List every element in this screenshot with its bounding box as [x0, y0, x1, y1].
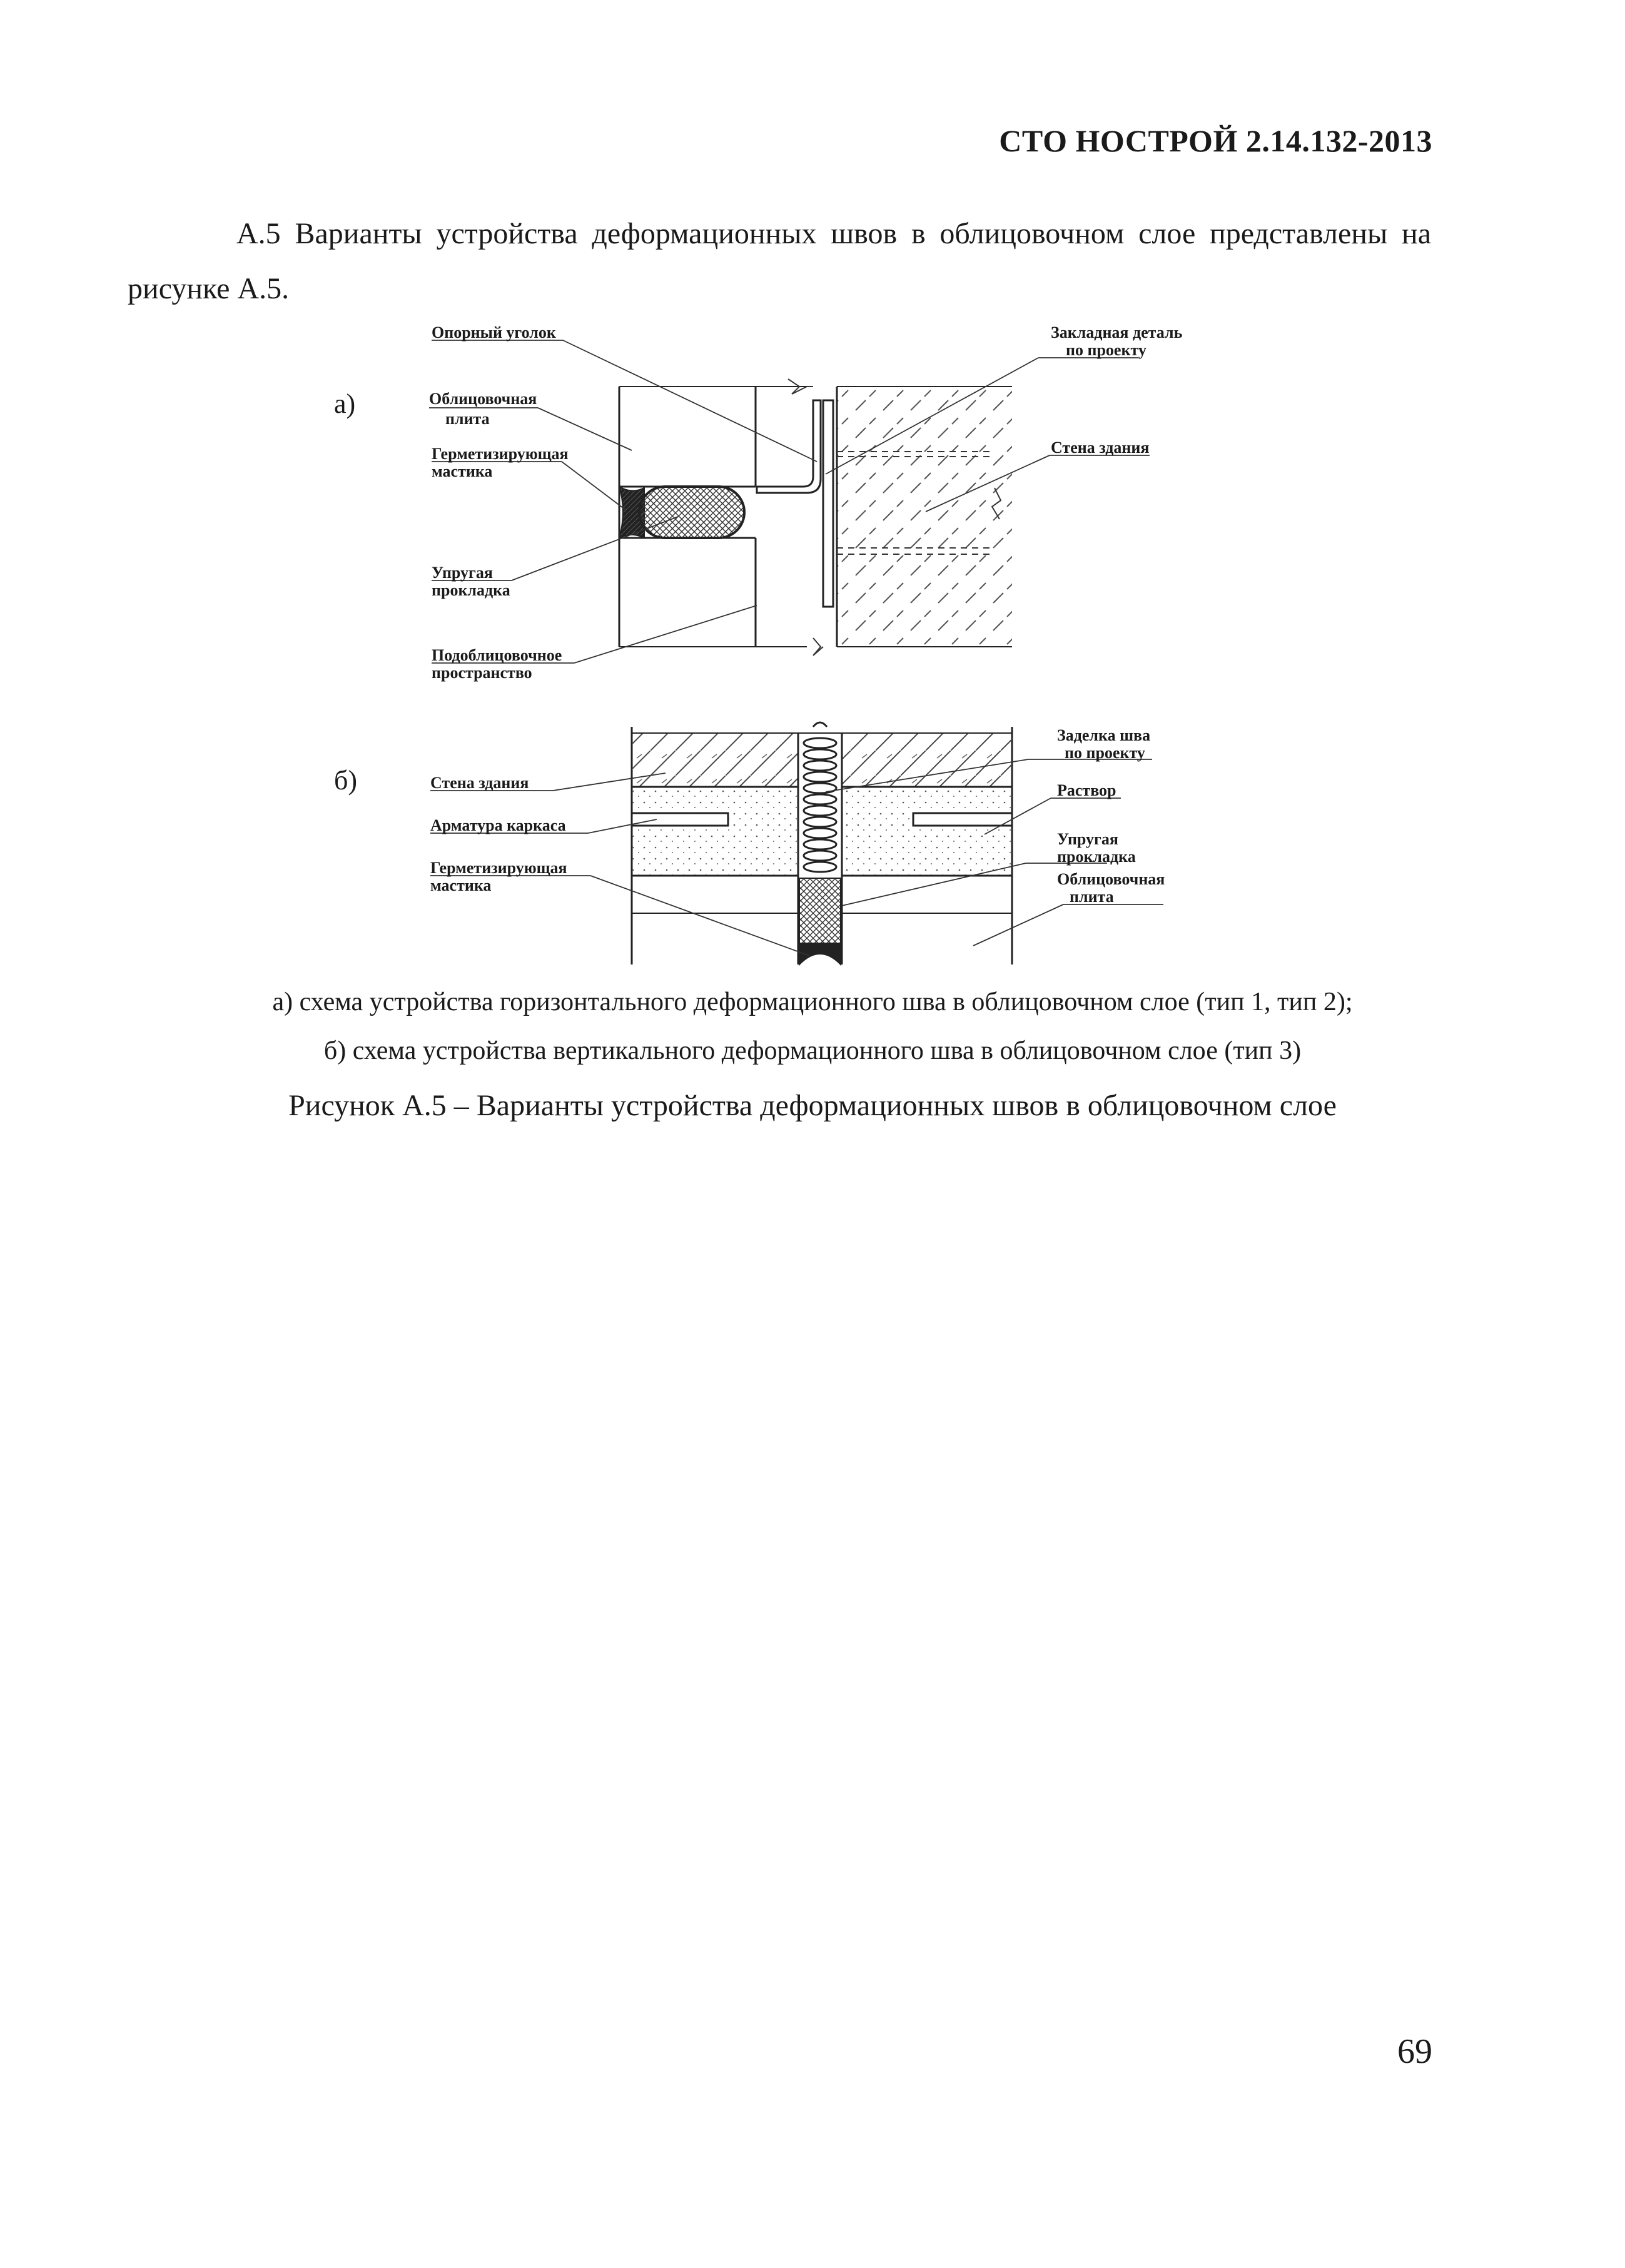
- building-wall-b-right: [842, 733, 1012, 787]
- callout-embedded-part-a-2: по проекту: [1066, 341, 1147, 359]
- callout-subfacing-space-1: Подоблицовочное: [432, 646, 562, 664]
- joint-seal-coil: [804, 738, 836, 872]
- callout-support-angle-a: Опорный уголок: [432, 323, 556, 342]
- callout-subfacing-space-2: пространство: [432, 664, 532, 682]
- figure-b-label: б): [334, 765, 358, 796]
- document-code-header: СТО НОСТРОЙ 2.14.132-2013: [999, 123, 1432, 158]
- callout-facing-plate-a-2: плита: [445, 410, 490, 428]
- reinforcement-bar-right: [913, 813, 1012, 826]
- figure-a-label: а): [334, 388, 356, 419]
- building-wall-a: [837, 387, 1012, 647]
- paragraph-line-1: А.5 Варианты устройства деформационных швов в облицовочном слое представлены на: [236, 217, 1431, 250]
- callout-sealing-mastic-a-2: мастика: [432, 462, 493, 480]
- figure-b-drawing: [334, 722, 1165, 964]
- callout-sealing-mastic-a-1: Герметизирующая: [432, 445, 569, 463]
- callout-elastic-gasket-b-1: Упругая: [1057, 830, 1118, 848]
- callout-facing-plate-a-1: Облицовочная: [429, 390, 537, 408]
- mortar-b-left: [632, 787, 798, 876]
- callout-elastic-gasket-a-1: Упругая: [432, 564, 493, 582]
- figure-title: Рисунок А.5 – Варианты устройства деформационных швов в облицовочном слое: [288, 1089, 1337, 1122]
- callout-building-wall-b: Стена здания: [430, 774, 529, 792]
- callout-joint-seal-1: Заделка шва: [1057, 726, 1151, 744]
- callout-facing-plate-b-2: плита: [1070, 888, 1114, 906]
- callout-sealing-mastic-b-1: Герметизирующая: [430, 859, 567, 877]
- callout-sealing-mastic-b-2: мастика: [430, 876, 492, 894]
- support-angle-a: [757, 400, 821, 493]
- callout-joint-seal-2: по проекту: [1065, 744, 1145, 762]
- callout-facing-plate-b-1: Облицовочная: [1057, 870, 1165, 888]
- caption-a: а) схема устройства горизонтального деформационного шва в облицовочном слое (тип 1, тип 2);: [272, 988, 1353, 1016]
- callout-building-wall-a: Стена здания: [1051, 438, 1150, 457]
- callout-embedded-part-a-1: Закладная деталь: [1051, 323, 1183, 342]
- page-number: 69: [1397, 2032, 1432, 2071]
- elastic-gasket-b: [799, 878, 841, 943]
- callout-elastic-gasket-b-2: прокладка: [1057, 848, 1136, 866]
- paragraph-line-2: рисунке А.5.: [128, 272, 290, 305]
- embedded-part-a: [823, 400, 833, 607]
- elastic-gasket-a: [639, 487, 744, 538]
- caption-b: б) схема устройства вертикального деформационного шва в облицовочном слое (тип 3): [323, 1036, 1302, 1065]
- callout-frame-reinforcement: Арматура каркаса: [430, 816, 566, 834]
- callout-elastic-gasket-a-2: прокладка: [432, 581, 510, 599]
- figure-a-drawing: [334, 323, 1183, 682]
- building-wall-b-left: [632, 733, 798, 787]
- callout-mortar-b: Раствор: [1057, 781, 1116, 799]
- mortar-b-right: [842, 787, 1012, 876]
- reinforcement-bar-left: [632, 813, 728, 826]
